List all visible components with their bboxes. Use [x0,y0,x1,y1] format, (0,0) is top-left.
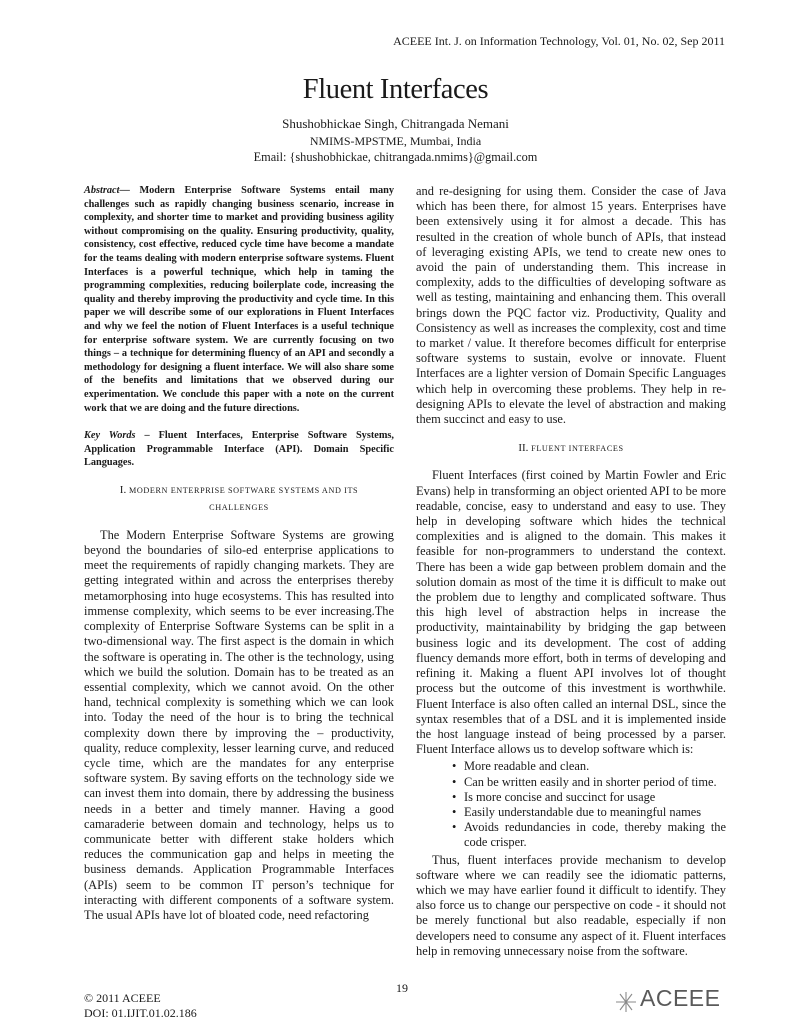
keywords-label: Key Words [84,430,136,442]
list-item: • More readable and clean. [452,759,726,774]
abstract [84,184,394,415]
left-column [84,184,394,923]
list-item: • Easily understandable due to meaningful names [452,805,726,820]
email: Email: {shushobhickae, chitrangada.nmims}@gmail.com [253,150,538,164]
abstract-label: Abstract [84,185,120,196]
journal-header: ACEEE Int. J. on Information Technology, Vol. 01, No. 02, Sep 2011 [393,34,725,48]
copyright: © 2011 ACEEE [84,991,161,1005]
section-2-title: FLUENT INTERFACES [531,444,624,454]
continuation-paragraph: and re-designing for using them. Consider the case of Java which has been there, for almost 15 years. Enterprises have been extensively using it for almost a decade. This has resulted in the creation of whole bunch of APIs, that instead of leveraging existing APIs, we tend to create new ones to avoid the pain of understanding them. This increase in complexity, adds to the difficulties of developing software as well as testing, maintaining and enhancing them. This overall brings down the PQC factor viz. Productivity, Quality and Consistency as well as increases the complexity, cost and time to market / value. It therefore becomes difficult for enterprise software systems to sustain, evolve or innovate. Fluent Interfaces are a lighter version of Domain Specific Languages which help in overcoming these problems. They help in re-designing APIs to elevate the level of abstraction and making them succinct and easy to use. [416,184,726,427]
page-number: 19 [396,981,408,995]
section-1-title: MODERN ENTERPRISE SOFTWARE SYSTEMS AND ITS CHALLENGES [128,485,359,512]
abstract-dash: — [119,185,140,196]
paper-title: Fluent Interfaces [302,74,489,105]
section-1-numeral: I. [119,483,129,496]
aceee-logo-text: ACEEE [640,985,721,1011]
section-2-heading [416,441,726,456]
list-item: • Is more concise and succinct for usage [452,790,726,805]
abstract-text: Modern Enterprise Software Systems entail many challenges such as rapidly changing business scenario, increase in complexity, and shorter time to market and providing business agility without compromising on the quality. Ensuring productivity, quality, consistency, cost effective, reduced cycle time have become a mandate for the teams dealing with modern enterprise software systems. Fluent Interfaces is a powerful technique, which help in taming the programming complexities, reducing boilerplate code, increasing the quality and thereby improving the productivity and cycle time. In this paper we will describe some of our explorations in Fluent Interfaces and why we feel the notion of Fluent Interfaces is a useful technique for enterprise software system. We are currently focusing on two things – a technique for determining fluency of an API and secondly a methodology for designing a fluent interface. We will also share some of the benefits and limitations that we observed during our experimentation. We conclude this paper with a note on the current work that we are doing and the future directions. [84,185,394,414]
section-1-paragraph: The Modern Enterprise Software Systems are growing beyond the boundaries of silo-ed enterprise applications to meet the requirements of rapidly changing markets. They are getting integrated within and across the enterprises thereby metamorphosing into huge ecosystems. This has resulted into immense complexity, which seems to be ever increasing.The complexity of Enterprise Software Systems can be split in a two-dimensional way. The first aspect is the domain in which the software is operating in. The other is the technology, using which we build the solution. Domain has to be treated as an essential complexity, which we cannot avoid. On the other hand, technical complexity is something which we can look into. Today the need of the hour is to bring the technical complexity down there by improving the – productivity, quality, reduce complexity, lesser learning curve, and reduced cycle time, which are the mandates for any enterprise software system. By saving efforts on the technology side we can invest them into domain, there by addressing the business needs in a better and timely manner. Having a good camaraderie between domain and technology, helps us to communicate better with different stake holders which reduces the communication gap and helps in meeting the business demands. Application Programmable Interfaces (APIs) seem to be common IT person’s technique for interacting with different components of a software system. The usual APIs have lot of bloated code, need refactoring [84,527,394,922]
section-2-paragraph: Fluent Interfaces (first coined by Martin Fowler and Eric Evans) help in transforming an object oriented API to be more readable, concise, easy to understand and easy to use. They help in developing software which hides the technical complexities and is aligned to the domain. This makes it feasible for non-programmers to understand the context. There has been a wide gap between problem domain and the solution domain as most of the time it is difficult to make out the problem due to lengthy and complicated software. Thus this high level of abstraction helps in increase the productivity, maintainability by bridging the gap between business logic and its development. The cost of adding fluency demands more effort, both in terms of developing and refining it. Making a fluent API involves lot of thought process but the outcome of this investment is worthwhile. Fluent Interface is also often called an internal DSL, since the syntax resembles that of a DSL and it is implemented inside the host language instead of being processed by a parser. Fluent Interface allows us to develop software which is: [416,468,726,757]
list-item: • Can be written easily and in shorter period of time. [452,775,726,790]
right-column [416,184,726,959]
authors: Shushobhickae Singh, Chitrangada Nemani [282,116,509,131]
section-2-numeral: II. [518,442,532,455]
closing-paragraph: Thus, fluent interfaces provide mechanism to develop software where we can readily see the idiomatic patterns, which we may have earlier found it difficult to identify. They also force us to change our perspective on code - it should not be merely functional but also readable, especially if non developers need to consume any aspect of it. Fluent interfaces help in removing unnecessary noise from the software. [416,852,726,958]
feature-list [416,759,726,850]
affiliation: NMIMS-MPSTME, Mumbai, India [309,134,482,148]
keywords-text: – Fluent Interfaces, Enterprise Software Systems, Application Programmable Interface (API). Domain Specific Languages. [84,430,394,469]
list-item: • Avoids redundancies in code, thereby making the code crisper. [452,820,726,850]
section-1-heading [94,482,384,516]
doi: DOI: 01.IJIT.01.02.186 [84,1006,197,1020]
keywords [84,429,394,470]
